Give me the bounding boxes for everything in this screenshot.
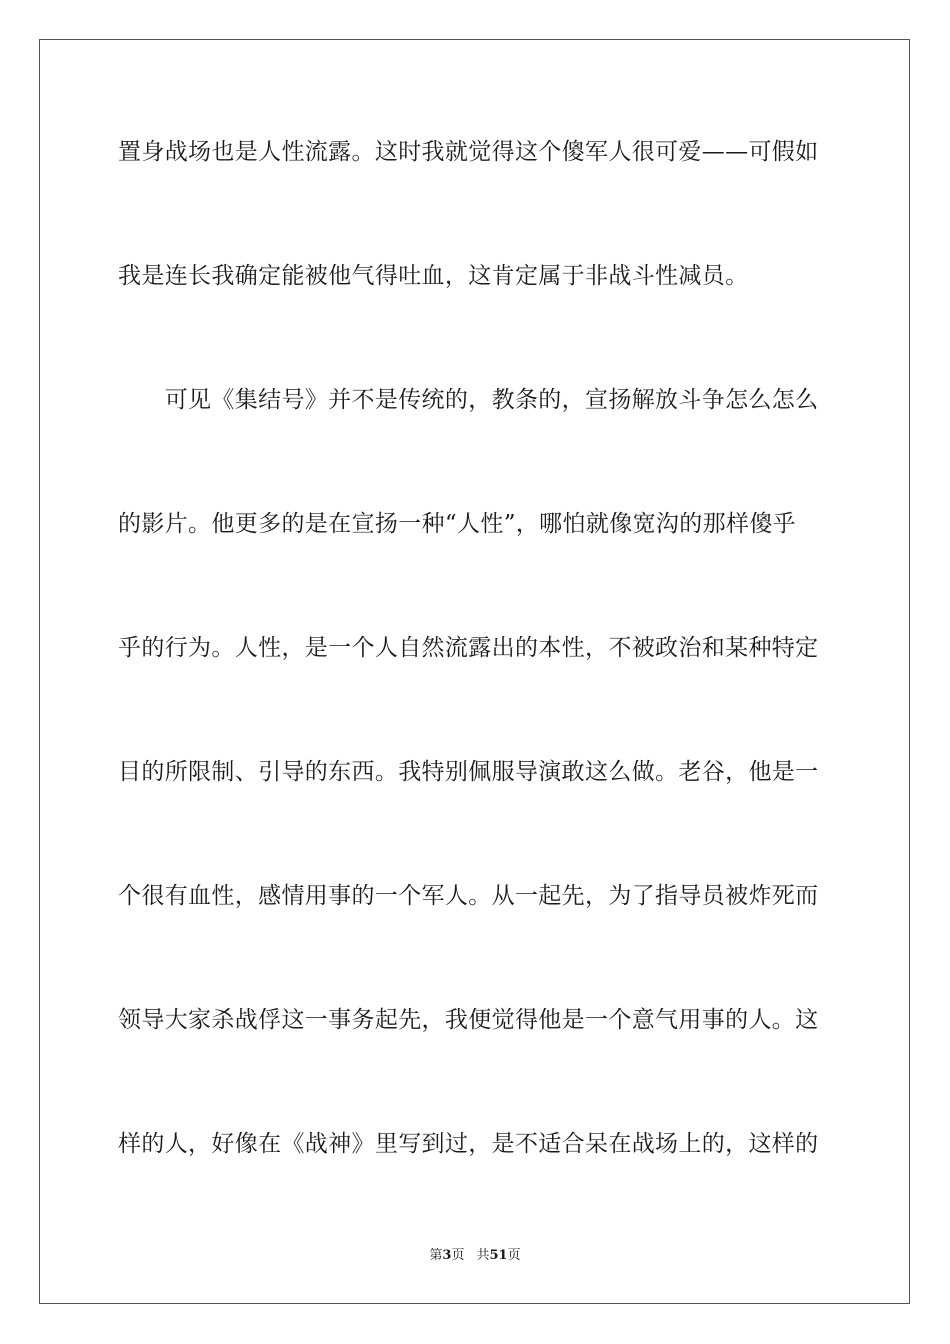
page-suffix: 页: [451, 1248, 465, 1263]
body-line: 的影片。他更多的是在宣扬一种“人性”，哪怕就像宽沟的那样傻乎: [118, 511, 797, 537]
page-border: [39, 39, 910, 1304]
body-line: 置身战场也是人性流露。这时我就觉得这个傻军人很可爱——可假如: [118, 139, 819, 165]
body-line: 目的所限制、引导的东西。我特别佩服导演敢这么做。老谷，他是一: [118, 759, 819, 785]
total-suffix: 页: [507, 1248, 521, 1263]
page-footer: [0, 1247, 950, 1265]
body-line: 可见《集结号》并不是传统的，教条的，宣扬解放斗争怎么怎么: [118, 387, 819, 413]
total-prefix: 共: [476, 1248, 490, 1263]
body-line: 样的人，好像在《战神》里写到过，是不适合呆在战场上的，这样的: [118, 1131, 819, 1157]
body-line: 个很有血性，感情用事的一个军人。从一起先，为了指导员被炸死而: [118, 883, 819, 909]
body-line: 乎的行为。人性，是一个人自然流露出的本性，不被政治和某种特定: [118, 635, 819, 661]
page-prefix: 第: [429, 1248, 443, 1263]
body-line: 领导大家杀战俘这一事务起先，我便觉得他是一个意气用事的人。这: [118, 1007, 819, 1033]
total-pages: 51: [489, 1248, 508, 1263]
body-line: 我是连长我确定能被他气得吐血，这肯定属于非战斗性减员。: [118, 263, 749, 289]
page-number: 3: [442, 1248, 452, 1263]
